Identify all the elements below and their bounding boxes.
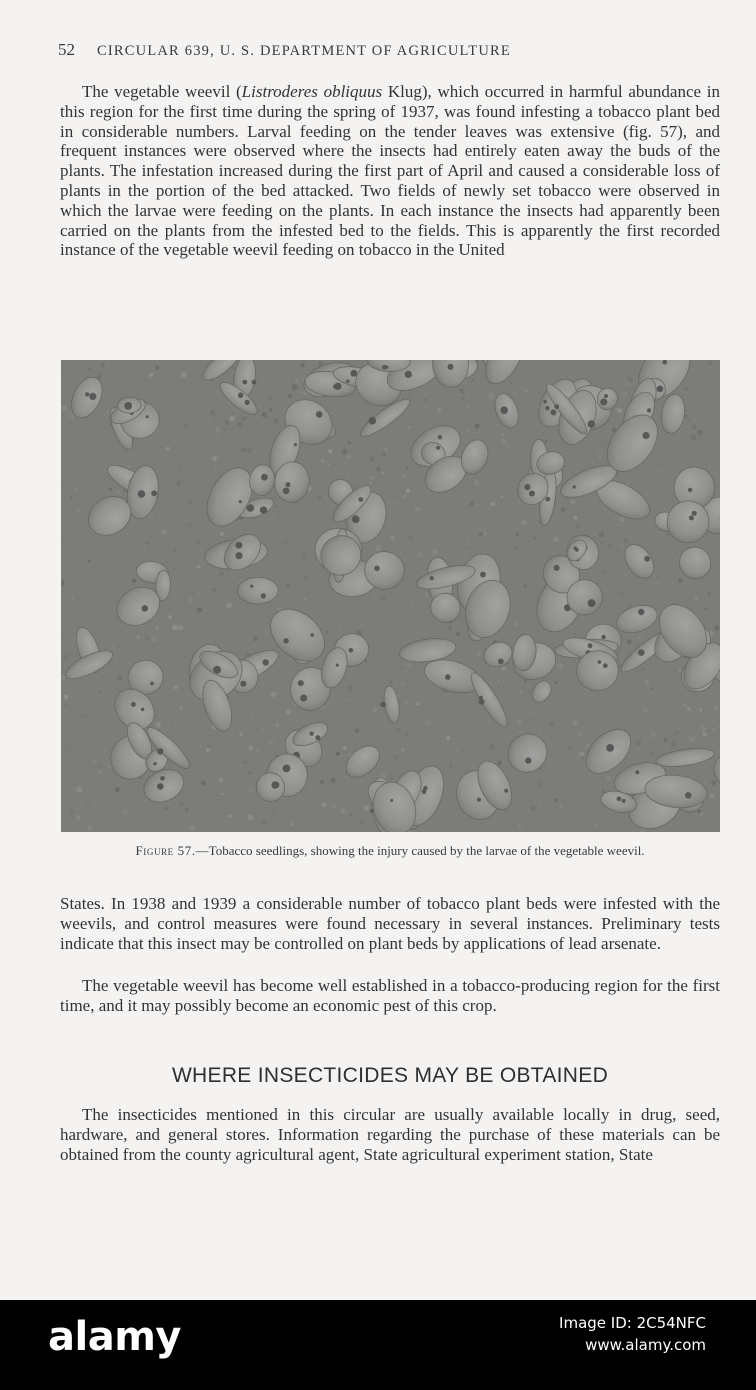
paragraph-vegetable-weevil — [60, 82, 720, 260]
seedlings-photo — [61, 360, 720, 832]
running-title: CIRCULAR 639, U. S. DEPARTMENT OF AGRICULTURE — [97, 43, 511, 59]
para1-lead: The vegetable weevil ( — [82, 82, 242, 101]
paragraph-infestation: States. In 1938 and 1939 a considerable number of tobacco plant beds were infested with the weevils, and control measures were found necessary in several instances. Preliminary tests indicate that this insect may be controlled on plant beds by applications of lead arsenate. — [60, 894, 720, 953]
image-id: Image ID: 2C54NFC — [559, 1314, 706, 1332]
watermark-banner — [0, 1300, 756, 1390]
running-head — [58, 40, 718, 60]
alamy-logo: alamy — [48, 1314, 181, 1360]
figure-photo-tobacco-seedlings — [61, 360, 720, 832]
section-heading: WHERE INSECTICIDES MAY BE OBTAINED — [171, 1064, 609, 1087]
site-url: www.alamy.com — [585, 1336, 706, 1354]
para1-rest: Klug), which occurred in harmful abundance in this region for the first time during the spring of 1937, was found infesting a tobacco plant bed in considerable numbers. Larval feeding on the tender leaves was extensive (fig. 57), and frequent instances were observed where the insects had entirely eaten away the buds of the plants. The infestation increased during the first part of April and caused a considerable loss of plants in the portion of the bed attacked. Two fields of newly set tobacco were observed in which the larvae were feeding on the plants. In each instance the insects had apparently been carried on the plants from the infested bed to the fields. This is apparently the first recorded instance of the vegetable weevil feeding on tobacco in the United — [60, 82, 720, 260]
figure-caption — [60, 843, 720, 858]
figure-label: Figure 57. — [135, 843, 196, 858]
paragraph-insecticides: The insecticides mentioned in this circular are usually available locally in drug, seed, hardware, and general stores. Information regarding the purchase of these materials can be obtained from the county agricultural agent, State agricultural experiment station, State — [60, 1105, 720, 1164]
species-name: Listroderes obliquus — [241, 82, 383, 101]
figure-caption-text: —Tobacco seedlings, showing the injury caused by the larvae of the vegetable weevil. — [195, 843, 645, 858]
image-id-block — [559, 1312, 706, 1356]
page-number: 52 — [58, 40, 75, 59]
paragraph-established: The vegetable weevil has become well established in a tobacco-producing region for the first time, and it may possibly become an economic pest of this crop. — [60, 976, 720, 1015]
